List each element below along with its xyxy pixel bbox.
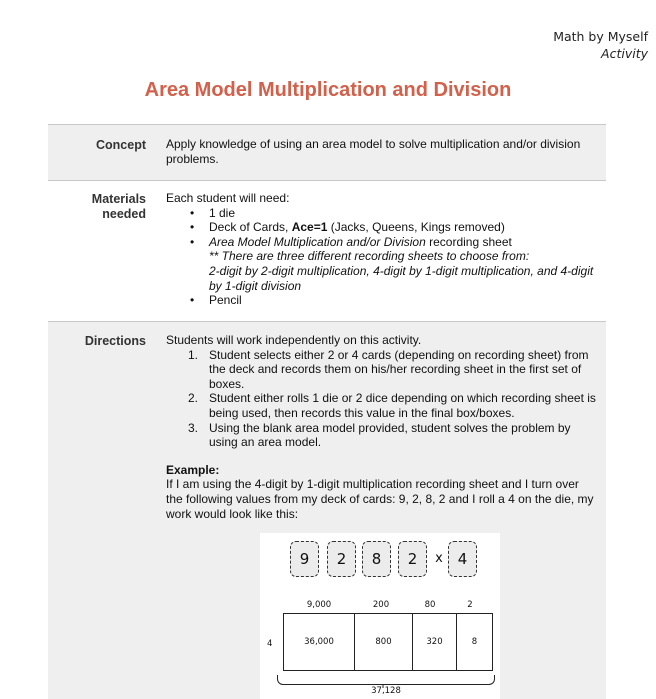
digit-card: 8 bbox=[362, 541, 391, 577]
place-value-label: 80 bbox=[424, 600, 436, 610]
materials-row bbox=[48, 180, 606, 321]
page-title: Area Model Multiplication and Division bbox=[144, 79, 512, 101]
concept-label: Concept bbox=[96, 138, 146, 152]
step-number: 1. bbox=[188, 347, 199, 362]
step-text: Student either rolls 1 die or 2 dice depending on which recording sheet is being used, then records this value in the final box/boxes. bbox=[209, 391, 596, 420]
list-item bbox=[188, 348, 596, 392]
materials-list-end bbox=[190, 293, 596, 308]
directions-steps bbox=[188, 348, 596, 450]
material-cards-ace: Ace=1 bbox=[291, 220, 328, 235]
materials-label bbox=[48, 192, 146, 222]
materials-label-line2: needed bbox=[102, 207, 146, 221]
example-label: Example: bbox=[166, 462, 220, 477]
die-card: 4 bbox=[448, 541, 477, 577]
material-cards-post: (Jacks, Queens, Kings removed) bbox=[327, 220, 505, 235]
list-item bbox=[190, 293, 596, 308]
material-sheet-title: Area Model Multiplication and/or Division bbox=[209, 234, 426, 249]
multiplier-label: 4 bbox=[267, 639, 273, 649]
list-item bbox=[188, 421, 596, 450]
digit-card: 2 bbox=[327, 541, 356, 577]
note-line: 2-digit by 2-digit multiplication, 4-digit by 1-digit multiplication, and 4-digit bbox=[209, 263, 594, 278]
area-cell: 8 bbox=[471, 637, 478, 647]
page-header bbox=[553, 28, 648, 62]
digit-card: 2 bbox=[398, 541, 427, 577]
list-item bbox=[188, 391, 596, 420]
list-item bbox=[190, 235, 596, 250]
materials-content bbox=[166, 191, 596, 308]
step-text: Using the blank area model provided, student solves the problem by using an area model. bbox=[209, 420, 571, 450]
area-cell: 800 bbox=[355, 614, 413, 670]
area-cell: 320 bbox=[413, 614, 457, 670]
note-line: ** There are three different recording sheets to choose from: bbox=[209, 249, 530, 264]
note-line: by 1-digit division bbox=[209, 278, 302, 293]
times-sign: x bbox=[435, 551, 443, 566]
area-cell: 36,000 bbox=[284, 614, 355, 670]
header-title: Math by Myself bbox=[553, 29, 648, 44]
place-value-label: 2 bbox=[467, 600, 473, 610]
bullet-icon: • bbox=[190, 220, 195, 235]
bullet-icon: • bbox=[190, 234, 195, 249]
example-text: If I am using the 4-digit by 1-digit multiplication recording sheet and I turn over the following values from my deck of cards: 9, 2, 8, 2 and I roll a 4 on the die, my work would look like this: bbox=[166, 477, 594, 521]
concept-text: Apply knowledge of using an area model to solve multiplication and/or division problems. bbox=[166, 137, 581, 166]
concept-row bbox=[48, 124, 606, 180]
sum-brace bbox=[277, 675, 495, 685]
material-die: 1 die bbox=[209, 205, 236, 220]
directions-intro: Students will work independently on this activity. bbox=[166, 333, 422, 347]
list-item bbox=[190, 206, 596, 221]
materials-list bbox=[190, 206, 596, 250]
area-model-figure bbox=[260, 533, 500, 699]
area-model-grid bbox=[283, 613, 493, 671]
place-value-label: 9,000 bbox=[306, 600, 332, 610]
place-value-label: 200 bbox=[372, 600, 390, 610]
step-number: 2. bbox=[188, 391, 199, 406]
directions-content bbox=[166, 333, 596, 521]
materials-label-line1: Materials bbox=[91, 192, 146, 206]
material-pencil: Pencil bbox=[209, 293, 242, 308]
total-label: 37,128 bbox=[371, 686, 401, 696]
list-item bbox=[190, 220, 596, 235]
bullet-icon: • bbox=[190, 205, 195, 220]
header-subtitle: Activity bbox=[601, 46, 648, 61]
step-number: 3. bbox=[188, 420, 199, 435]
material-cards-pre: Deck of Cards, bbox=[209, 220, 292, 235]
material-sheet-post: recording sheet bbox=[425, 234, 512, 249]
digit-card: 9 bbox=[290, 541, 319, 577]
bullet-icon: • bbox=[190, 293, 195, 308]
materials-note bbox=[190, 249, 596, 293]
materials-intro: Each student will need: bbox=[166, 191, 290, 205]
directions-label: Directions bbox=[84, 334, 146, 348]
step-text: Student selects either 2 or 4 cards (depending on recording sheet) from the deck and records them on his/her recording sheet in the first set of boxes. bbox=[209, 347, 589, 391]
